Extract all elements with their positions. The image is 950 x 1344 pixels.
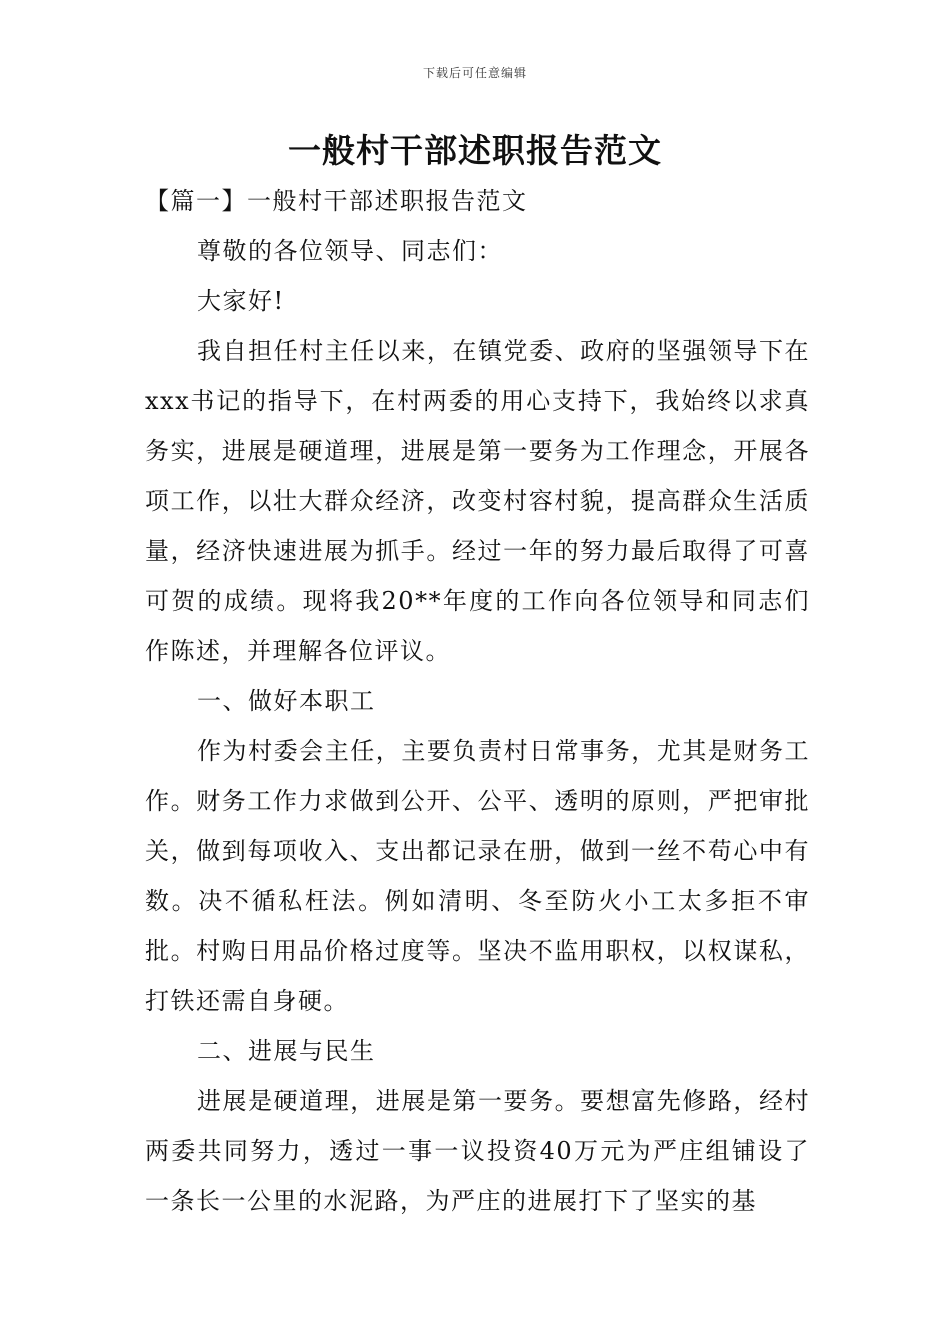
- section-label: 【篇一】一般村干部述职报告范文: [145, 187, 528, 215]
- paragraph-salutation: 大家好!: [197, 287, 285, 315]
- header-note: 下载后可任意编辑: [422, 66, 527, 80]
- paragraph-greeting: 尊敬的各位领导、同志们：: [197, 237, 503, 265]
- paragraph-development: 进展是硬道理，进展是第一要务。要想富先修路，经村两委共同努力，透过一事一议投资40万元为严庄组铺设了一条长一公里的水泥路，为严庄的进展打下了坚实的基: [145, 1087, 810, 1215]
- section-heading-2: 二、进展与民生: [197, 1037, 376, 1065]
- section-heading-1: 一、做好本职工: [197, 687, 376, 715]
- paragraph-intro: 我自担任村主任以来，在镇党委、政府的坚强领导下在xxx书记的指导下，在村两委的用心支持下，我始终以求真务实，进展是硬道理，进展是第一要务为工作理念，开展各项工作，以壮大群众经济，改变村容村貌，提高群众生活质量，经济快速进展为抓手。经过一年的努力最后取得了可喜可贺的成绩。现将我20**年度的工作向各位领导和同志们作陈述，并理解各位评议。: [145, 337, 810, 665]
- document-body: [145, 176, 810, 1226]
- document-title: 一般村干部述职报告范文: [288, 131, 662, 170]
- paragraph-finance: 作为村委会主任，主要负责村日常事务，尤其是财务工作。财务工作力求做到公开、公平、透明的原则，严把审批关，做到每项收入、支出都记录在册，做到一丝不苟心中有数。决不循私枉法。例如清明、冬至防火小工太多拒不审批。村购日用品价格过度等。坚决不监用职权，以权谋私，打铁还需自身硬。: [145, 737, 810, 1015]
